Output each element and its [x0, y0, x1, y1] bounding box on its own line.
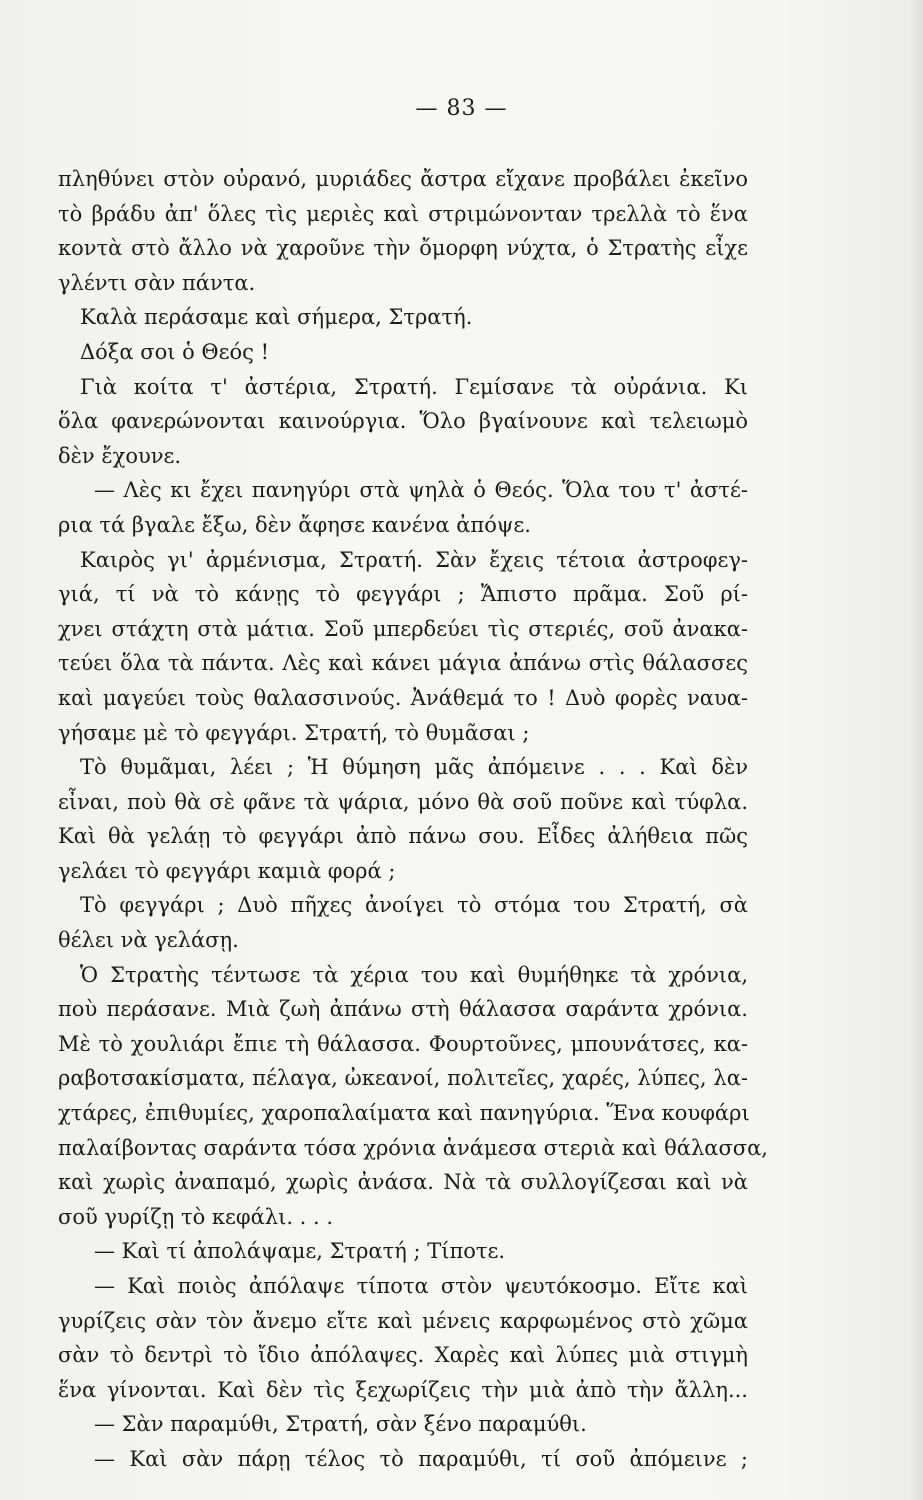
text-line: — Καὶ τί ἀπολάψαμε, Στρατή ; Τίποτε. [94, 1239, 506, 1264]
text-line: πληθύνει στὸν οὐρανό, μυριάδες ἄστρα εἴχανε προβάλει ἐκεῖνο [58, 167, 748, 191]
text-line: χνει στάχτη στὰ μάτια. Σοῦ μπερδεύει τὶς στεριές, σοῦ ἀνακα- [58, 616, 748, 641]
text-line: — Καὶ σὰν πάρῃ τέλος τὸ παραμύθι, τί σοῦ ἀπόμεινε ; [94, 1446, 748, 1471]
text-line: ὅλα φανερώνονται καινούργια. Ὅλο βγαίνουνε καὶ τελειωμὸ [58, 409, 748, 434]
text-line: σὰν τὸ δεντρὶ τὸ ἴδιο ἀπόλαψες. Χαρὲς καὶ λύπες μιὰ στιγμὴ [58, 1343, 748, 1368]
text-line: ποὺ περάσανε. Μιὰ ζωὴ ἀπάνω στὴ θάλασσα σαράντα χρόνια. [58, 997, 748, 1022]
text-line: ἕνα γίνονται. Καὶ δὲν τὶς ξεχωρίζεις τὴν μιὰ ἀπὸ τὴν ἄλλη... [58, 1377, 748, 1402]
text-line: δὲν ἔχουνε. [58, 443, 182, 468]
text-line: Καλὰ περάσαμε καὶ σήμερα, Στρατή. [80, 305, 473, 330]
page-number: — 83 — [415, 96, 508, 121]
text-line: — Καὶ ποιὸς ἀπόλαψε τίποτα στὸν ψευτόκοσμο. Εἴτε καὶ [94, 1274, 748, 1298]
page-edge-shadow [909, 0, 923, 1500]
text-line: Γιὰ κοίτα τ' ἀστέρια, Στρατή. Γεμίσανε τὰ οὐράνια. Κι [80, 374, 748, 399]
text-line: — Σὰν παραμύθι, Στρατή, σὰν ξένο παραμύθι. [94, 1412, 587, 1437]
text-line: Τὸ φεγγάρι ; Δυὸ πῆχες ἀνοίγει τὸ στόμα του Στρατή, σὰ [80, 893, 748, 918]
text-line: Δόξα σοι ὁ Θεός ! [80, 339, 270, 364]
text-line: θέλει νὰ γελάσῃ. [58, 928, 239, 953]
body-text [58, 162, 768, 1477]
text-line: καὶ χωρὶς ἀναπαμό, χωρὶς ἀνάσα. Νὰ τὰ συλλογίζεσαι καὶ νὰ [58, 1170, 748, 1195]
text-line: τεύει ὅλα τὰ πάντα. Λὲς καὶ κάνει μάγια ἀπάνω στὶς θάλασσες [58, 651, 748, 676]
text-line: Τὸ θυμᾶμαι, λέει ; Ἡ θύμηση μᾶς ἀπόμεινε . . . Καὶ δὲν [80, 755, 748, 780]
text-line: γελάει τὸ φεγγάρι καμιὰ φορά ; [58, 858, 396, 883]
text-line: Ὁ Στρατὴς τέντωσε τὰ χέρια του καὶ θυμήθηκε τὰ χρόνια, [80, 962, 748, 987]
text-line: ραβοτσακίσματα, πέλαγα, ὠκεανοί, πολιτεῖες, χαρές, λύπες, λα- [58, 1066, 748, 1091]
text-line: Καιρὸς γι' ἀρμένισμα, Στρατή. Σὰν ἔχεις τέτοια ἀστροφεγ- [80, 547, 748, 572]
text-line: ρια τά βγαλε ἔξω, δὲν ἄφησε κανένα ἀπόψε. [58, 512, 531, 537]
text-line: καὶ μαγεύει τοὺς θαλασσινούς. Ἀνάθεμά το ! Δυὸ φορὲς ναυα- [58, 685, 748, 710]
text-line: σοῦ γυρίζῃ τὸ κεφάλι. . . . [58, 1204, 334, 1229]
text-line: κοντὰ στὸ ἄλλο νὰ χαροῦνε τὴν ὄμορφη νύχτα, ὁ Στρατὴς εἶχε [58, 236, 748, 261]
text-line: γυρίζεις σὰν τὸν ἄνεμο εἴτε καὶ μένεις καρφωμένος στὸ χῶμα [58, 1308, 748, 1333]
text-line: Καὶ θὰ γελάῃ τὸ φεγγάρι ἀπὸ πάνω σου. Εἶδες ἀλήθεια πῶς [58, 824, 748, 849]
text-line: γλέντι σὰν πάντα. [58, 270, 256, 295]
text-line: παλαίβοντας σαράντα τόσα χρόνια ἀνάμεσα στεριὰ καὶ θάλασσα, [58, 1135, 768, 1160]
text-line: τὸ βράδυ ἀπ' ὅλες τὶς μεριὲς καὶ στριμώνονταν τρελλὰ τὸ ἕνα [58, 201, 748, 226]
text-line: γήσαμε μὲ τὸ φεγγάρι. Στρατή, τὸ θυμᾶσαι ; [58, 720, 530, 745]
text-line: εἶναι, ποὺ θὰ σὲ φᾶνε τὰ ψάρια, μόνο θὰ σοῦ ποῦνε καὶ τύφλα. [58, 789, 748, 814]
text-line: χτάρες, ἐπιθυμίες, χαροπαλαίματα καὶ πανηγύρια. Ἕνα κουφάρι [58, 1101, 750, 1126]
text-line: Μὲ τὸ χουλιάρι ἔπιε τὴ θάλασσα. Φουρτοῦνες, μπουνάτσες, κα- [58, 1031, 748, 1056]
text-line: γιά, τί νὰ τὸ κάνῃς τὸ φεγγάρι ; Ἄπιστο πρᾶμα. Σοῦ ρί- [58, 582, 748, 607]
text-line: — Λὲς κι ἔχει πανηγύρι στὰ ψηλὰ ὁ Θεός. Ὅλα του τ' ἀστέ- [94, 478, 748, 503]
